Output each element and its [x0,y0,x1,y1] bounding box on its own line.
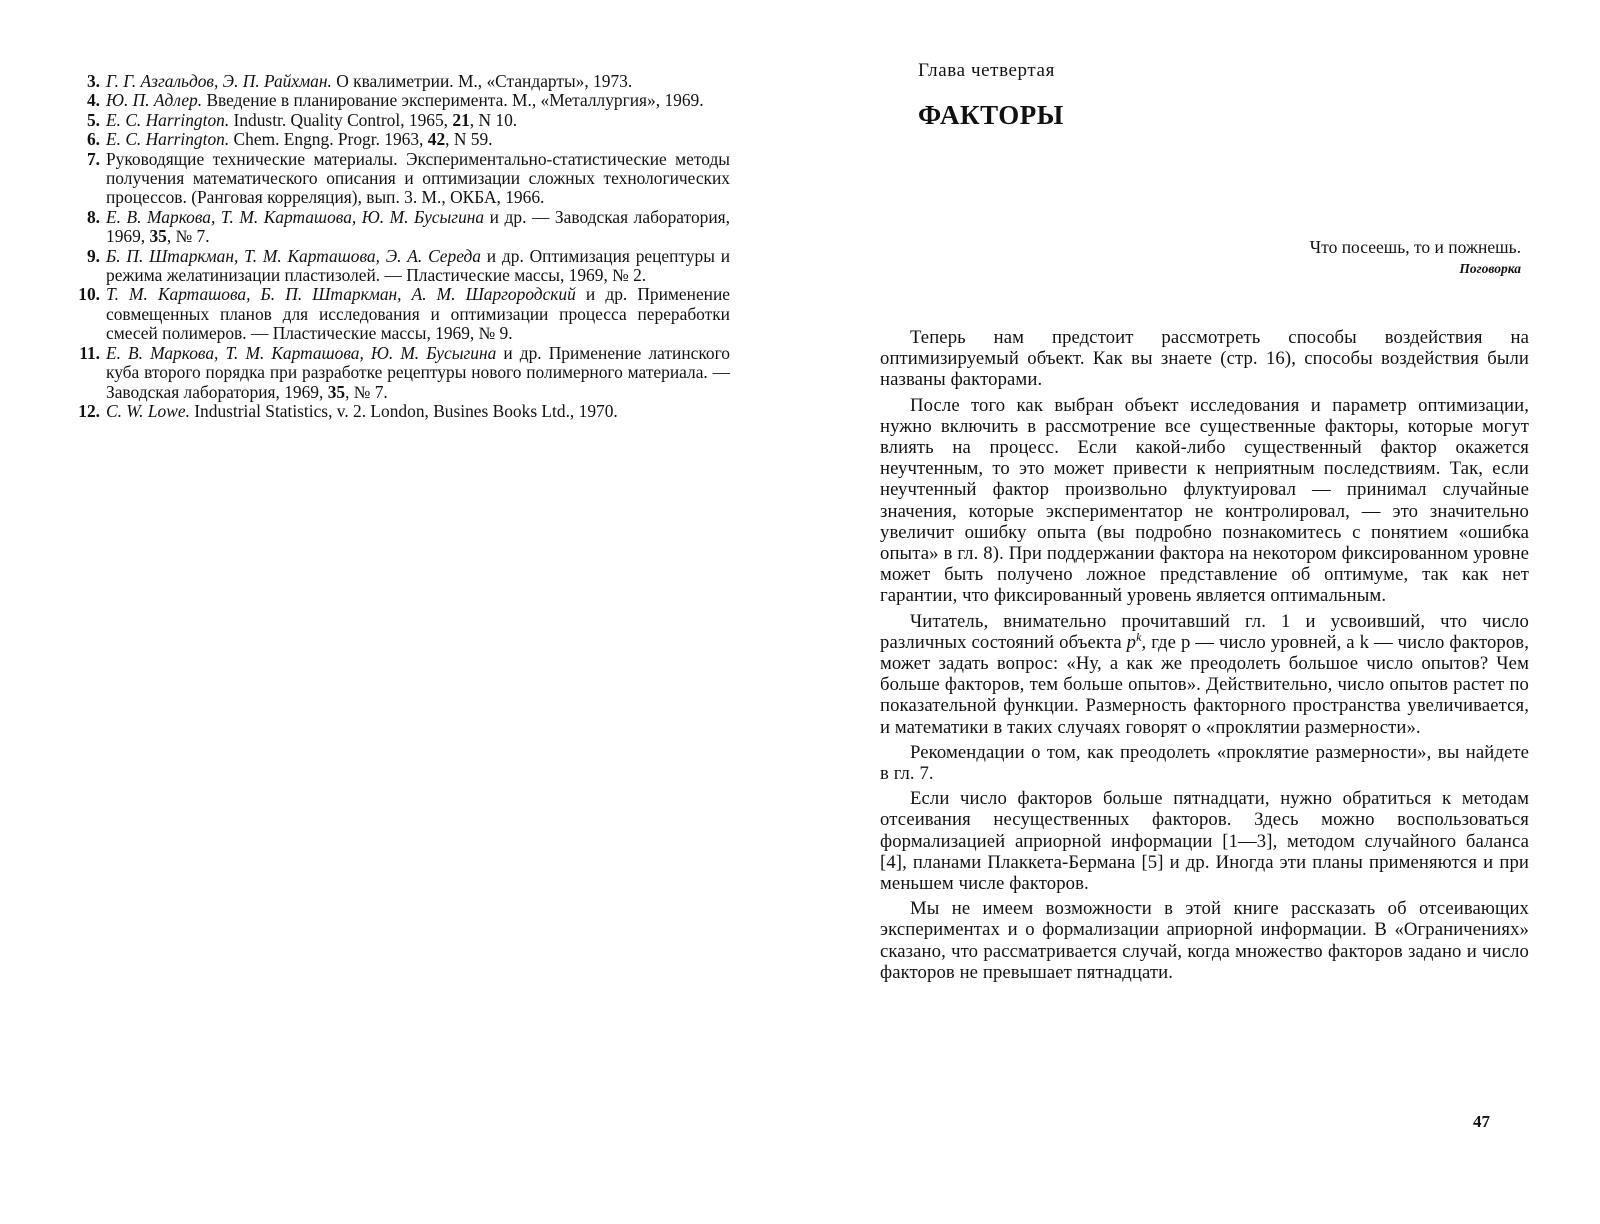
reference-text: C. W. Lowe. Industrial Statistics, v. 2. London, Busines Books Ltd., 1970. [106,400,618,421]
reference-text: E. C. Harrington. Industr. Quality Control, 1965, 21, N 10. [106,109,518,130]
reference-volume: 21 [452,109,470,130]
reference-authors: Е. В. Маркова, Т. М. Карташова, Ю. М. Бусыгина [106,206,485,227]
reference-number: 3. [86,71,100,91]
reference-text: Руководящие технические материалы. Экспериментально-статистические методы получения математического описания и оптимизации сложных технологических процессов. (Ранговая корреляция), вып. 3. М., ОКБА, 1966. [106,148,730,208]
right-page [800,0,1600,1224]
paragraph: Рекомендации о том, как преодолеть «проклятие размерности», вы найдете в гл. 7. [880,741,1529,785]
reference-number: 6. [86,129,100,150]
reference-text: Г. Г. Азгальдов, Э. П. Райхман. О квалиметрии. М., «Стандарты», 1973. [106,71,633,91]
reference-item [60,344,730,402]
reference-number: 12. [78,400,100,421]
reference-authors: E. C. Harrington. [106,109,230,130]
reference-volume: 35 [327,381,346,402]
reference-list [60,72,730,421]
reference-item [60,247,730,286]
paragraph: После того как выбран объект исследования и параметр оптимизации, нужно включить в рассмотрение все существенные факторы, которые могут влиять на процесс. Если какой-либо существенный фактор окажется неучтенным, то это может привести к неприятным последствиям. Так, если неучтенный фактор произвольно флуктуировал — принимал случайные значения, которые экспериментатор не контролировал, — это значительно увеличит ошибку опыта (вы подробно познакомитесь с понятием «ошибка опыта» в гл. 8). При поддержании фактора на некотором фиксированном уровне может быть получено ложное представление об оптимуме, так как нет гарантии, что фиксированный уровень является оптимальным. [880,394,1529,607]
reference-number: 7. [86,148,100,169]
reference-item [60,402,730,421]
reference-number: 5. [86,109,100,130]
reference-number: 4. [86,90,100,111]
chapter-title: ФАКТОРЫ [918,100,1064,130]
reference-number: 11. [79,342,100,363]
reference-volume: 35 [149,226,167,247]
chapter-label: Глава четвертая [918,60,1055,81]
reference-item [60,150,730,208]
reference-authors: C. W. Lowe. [106,400,190,421]
body-text [880,327,1529,987]
epigraph [1310,236,1521,277]
reference-authors: E. C. Harrington. [106,129,230,150]
reference-number: 10. [78,284,100,305]
paragraph: Если число факторов больше пятнадцати, нужно обратиться к методам отсеивания несущественных факторов. Здесь можно воспользоваться формализацией априорной информации [1—3], методом случайного баланса [4], планами Плаккета-Бермана [5] и др. Иногда эти планы применяются и при меньшем числе факторов. [880,788,1529,895]
reference-item [60,208,730,247]
epigraph-text: Что посеешь, то и пожнешь. [1309,237,1521,257]
reference-volume: 42 [427,129,446,150]
epigraph-source: Поговорка [1459,261,1521,276]
reference-text: Е. В. Маркова, Т. М. Карташова, Ю. М. Бусыгина и др. — Заводская лаборатория, 1969, 35, № 7. [106,206,730,247]
reference-item [60,285,730,343]
reference-authors: Т. М. Карташова, Б. П. Штаркман, А. М. Шаргородский [106,284,576,305]
reference-number: 9. [86,245,100,266]
paragraph: Мы не имеем возможности в этой книге рассказать об отсеивающих экспериментах и о формализации априорной информации. В «Ограничениях» сказано, что рассматривается случай, когда множество факторов задано и число факторов не превышает пятнадцати. [880,898,1529,983]
reference-text: E. C. Harrington. Chem. Engng. Progr. 1963, 42, N 59. [106,129,493,150]
reference-item [60,111,730,130]
reference-text: Б. П. Штаркман, Т. М. Карташова, Э. А. Середа и др. Оптимизация рецептуры и режима желатинизации пластизолей. — Пластические массы, 1969, № 2. [106,245,730,286]
reference-text: Т. М. Карташова, Б. П. Штаркман, А. М. Шаргородский и др. Применение совмещенных планов для исследования и оптимизации процесса переработки смесей полимеров. — Пластические массы, 1969, № 9. [106,284,730,344]
reference-item [60,72,730,91]
reference-authors: Ю. П. Адлер. [106,90,203,111]
reference-item [60,130,730,149]
reference-authors: Е. В. Маркова, Т. М. Карташова, Ю. М. Бусыгина [106,342,497,363]
reference-authors: Б. П. Штаркман, Т. М. Карташова, Э. А. Середа [106,245,481,266]
reference-authors: Г. Г. Азгальдов, Э. П. Райхман. [106,71,332,91]
reference-text: Ю. П. Адлер. Введение в планирование эксперимента. М., «Металлургия», 1969. [106,90,704,111]
paragraph: Читатель, внимательно прочитавший гл. 1 и усвоивший, что число различных состояний объекта $p^k$, где p — число уровней, а k — число факторов, может задать вопрос: «Ну, а как же преодолеть большое число опытов? Чем больше факторов, тем больше опытов». Действительно, число опытов растет по показательной функции. Размерность факторного пространства увеличивается, и математики в таких случаях говорят о «проклятии размерности». [880,610,1529,738]
reference-text: Е. В. Маркова, Т. М. Карташова, Ю. М. Бусыгина и др. Применение латинского куба второго порядка при разработке рецептуры нового полимерного материала. — Заводская лаборатория, 1969, 35, № 7. [106,342,730,402]
paragraph: Теперь нам предстоит рассмотреть способы воздействия на оптимизируемый объект. Как вы знаете (стр. 16), способы воздействия были названы факторами. [880,327,1529,391]
page-number: 47 [1473,1112,1490,1131]
reference-number: 8. [86,206,100,227]
reference-item [60,91,730,110]
